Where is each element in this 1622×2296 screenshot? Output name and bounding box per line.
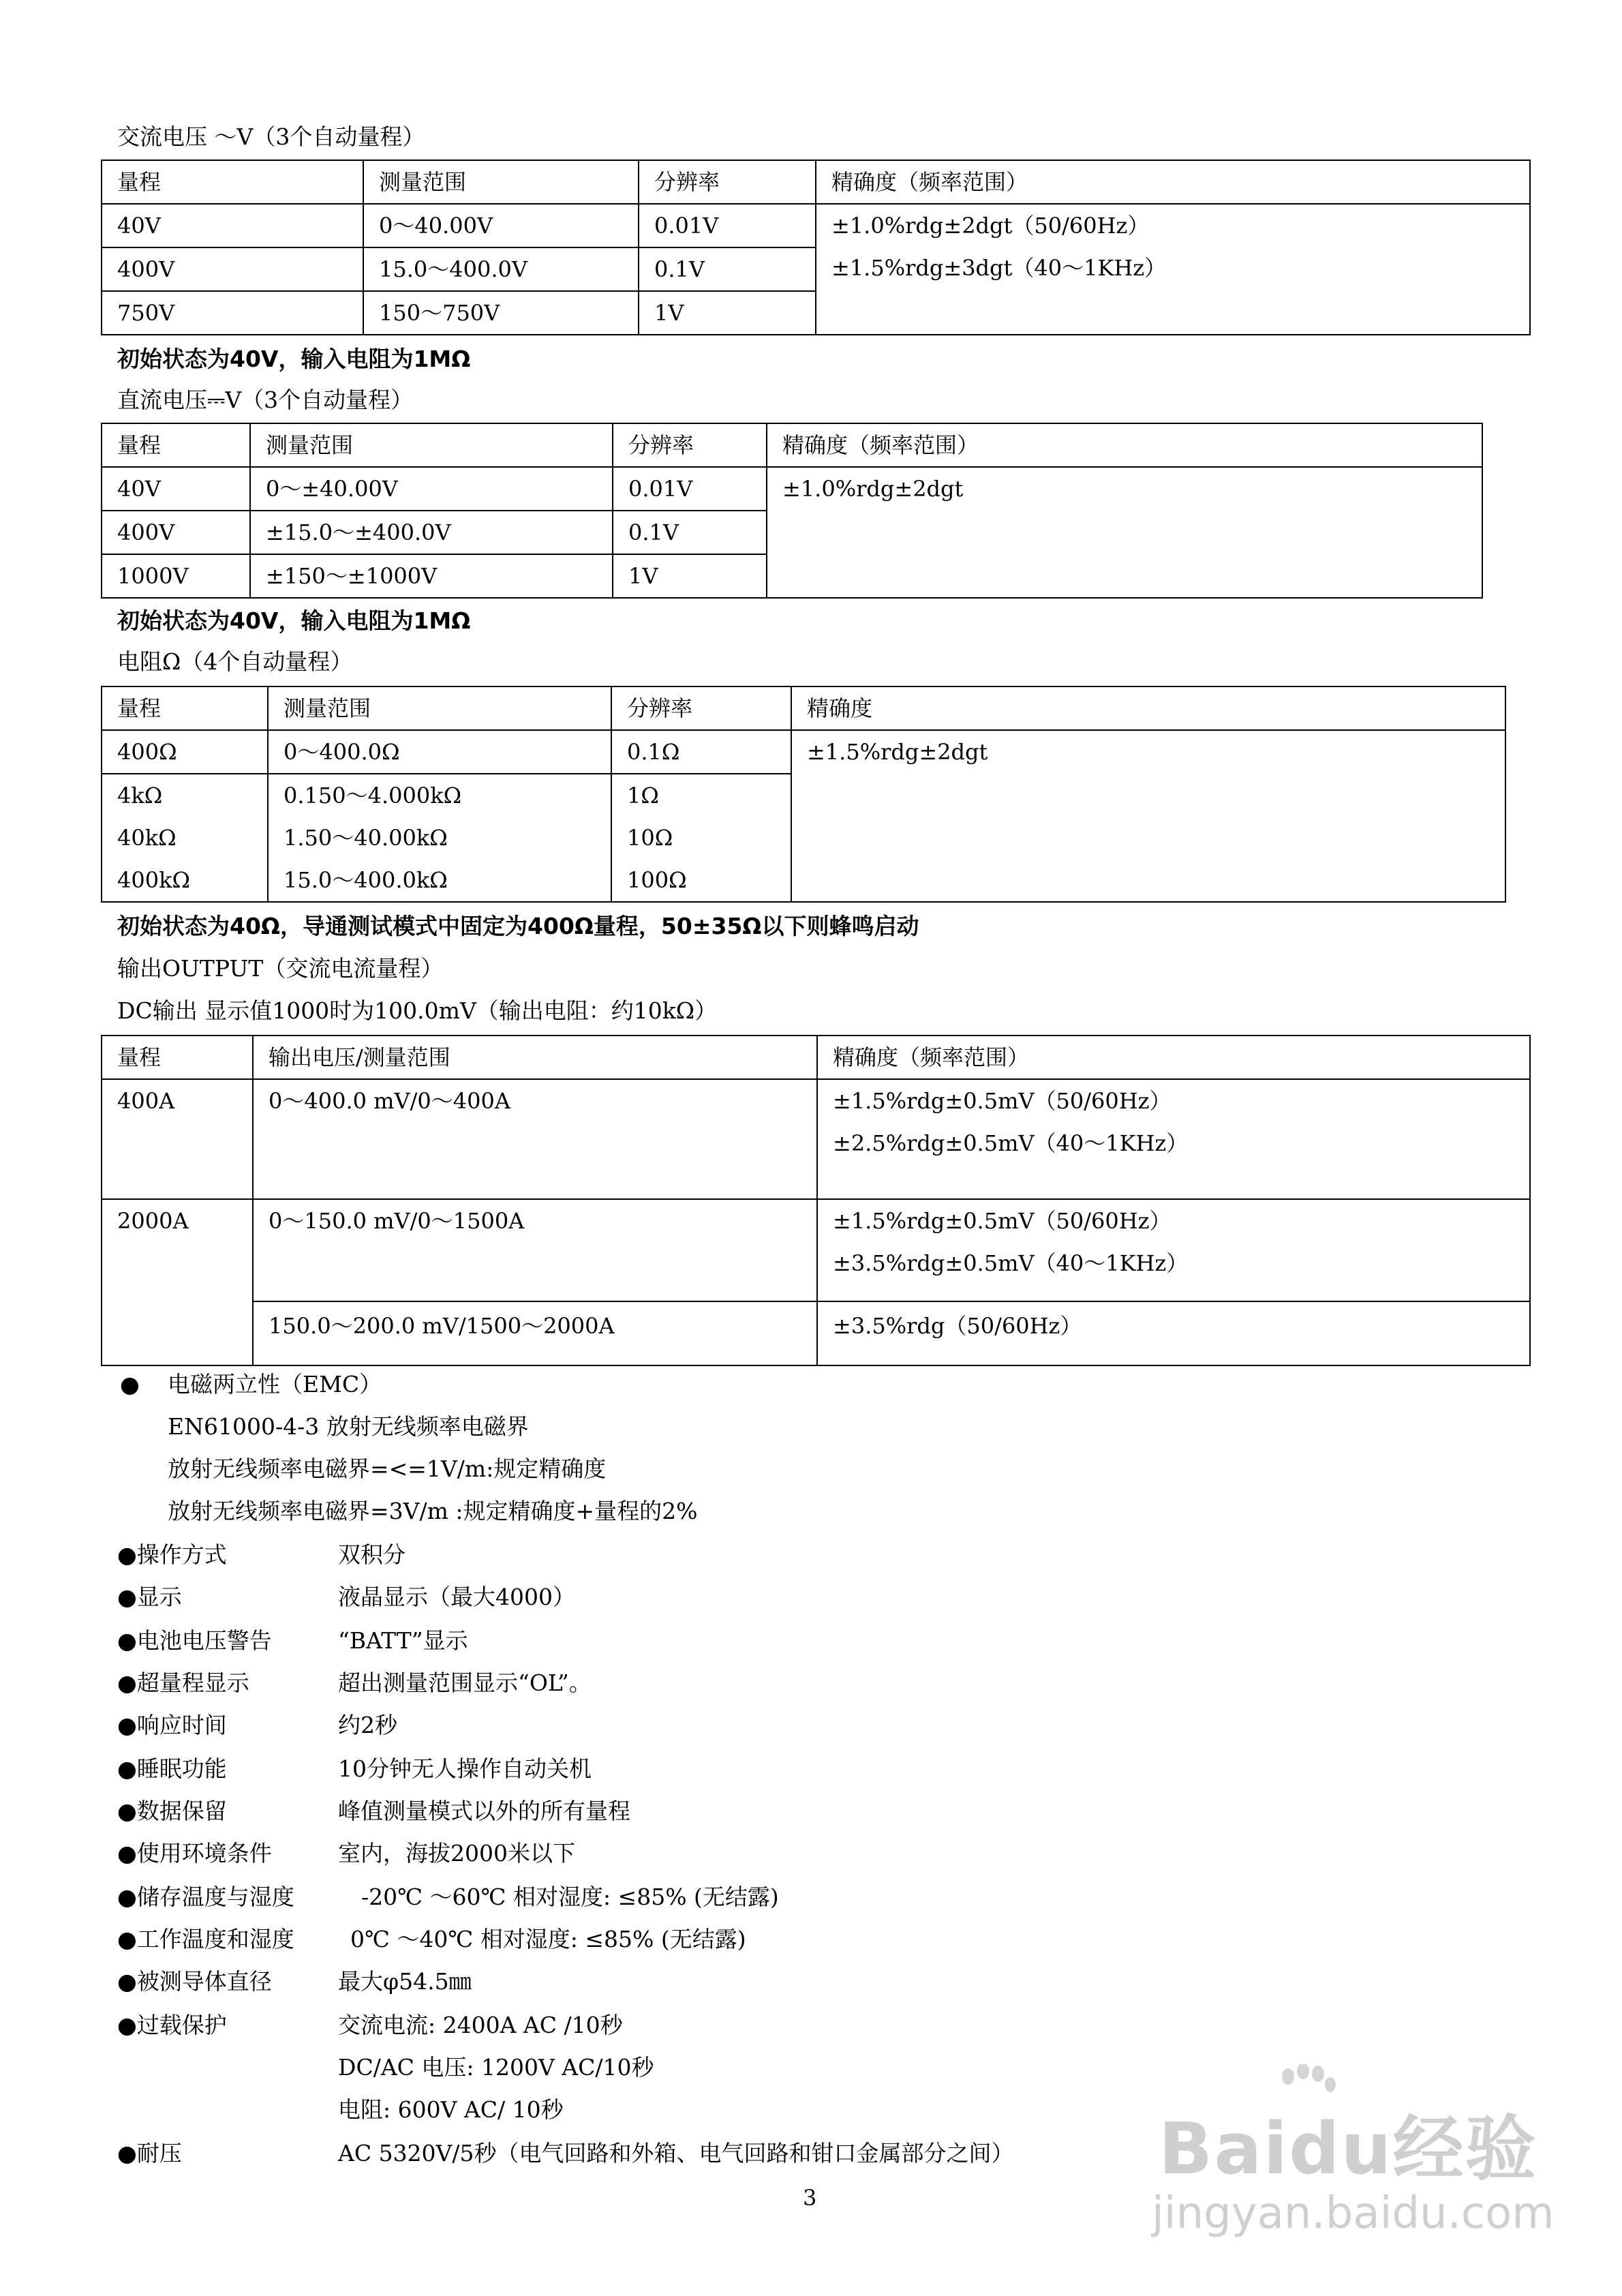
table-header-row [102,160,1530,204]
spec-label: ●被测导体直径 [117,1968,272,1995]
resolution-cell: 1V [639,291,816,335]
overload-line: 电阻: 600V AC/ 10秒 [338,2096,564,2123]
measure-cell: 0～40.00V [363,204,639,247]
header-cell: 量程 [102,1036,253,1079]
resolution-cell: 0.01V [613,467,767,511]
range-cell: 400A [102,1079,253,1199]
range-cell: 1000V [102,554,250,598]
header-cell: 量程 [102,160,363,204]
accuracy-line: ±1.5%rdg±0.5mV（50/60Hz） [833,1088,1172,1114]
resolution-cell: 0.01V [639,204,816,247]
header-cell: 分辨率 [611,686,791,730]
range-line: 4kΩ [117,783,163,809]
spec-value: 双积分 [338,1541,406,1568]
header-cell: 分辨率 [613,423,767,467]
page-number: 3 [803,2185,817,2211]
table-row [102,1079,1530,1199]
measure-cell: ±150～±1000V [250,554,613,598]
header-cell: 量程 [102,423,250,467]
table-row [102,204,1530,247]
withstand-value: AC 5320V/5秒（电气回路和外箱、电气回路和钳口金属部分之间） [338,2140,1014,2166]
table-header-row [102,1036,1530,1079]
spec-value: “BATT”显示 [338,1627,468,1654]
range-cell: 2000A [102,1199,253,1365]
accuracy-cell: ±1.5%rdg±2dgt [791,730,1505,902]
spec-label: ●操作方式 [117,1541,227,1568]
emc-heading [120,1372,382,1398]
ac-voltage-table [101,160,1531,335]
resolution-cell: 1V [613,554,767,598]
measure-cell: 0～±40.00V [250,467,613,511]
table-row [102,467,1482,511]
accuracy-cell: ±1.0%rdg±2dgt [767,467,1482,598]
spec-value: 约2秒 [338,1712,397,1738]
spec-label: ●超量程显示 [117,1670,249,1696]
measure-cell: 150.0～200.0 mV/1500～2000A [253,1301,817,1365]
resolution-cell: 0.1V [613,511,767,554]
spec-label: ●睡眠功能 [117,1755,227,1782]
range-cell: 400V [102,247,363,291]
header-cell: 量程 [102,686,268,730]
measure-cell: 150～750V [363,291,639,335]
measure-line: 0.150～4.000kΩ [284,783,462,809]
accuracy-line: ±1.5%rdg±3dgt（40～1KHz） [831,255,1167,281]
resistance-note: 初始状态为40Ω，导通测试模式中固定为400Ω量程，50±35Ω以下则蜂鸣启动 [117,913,919,939]
ac-voltage-note: 初始状态为40V，输入电阻为1MΩ [117,346,471,372]
emc-title: 电磁两立性（EMC） [168,1371,382,1398]
measure-cell [268,774,611,902]
spec-value: 室内，海拔2000米以下 [338,1840,575,1867]
range-cell: 400Ω [102,730,268,774]
paw-icon [1274,2064,1343,2105]
range-cell: 400V [102,511,250,554]
measure-line: 1.50～40.00kΩ [284,825,448,851]
accuracy-line: ±1.5%rdg±0.5mV（50/60Hz） [833,1208,1172,1234]
header-cell: 分辨率 [639,160,816,204]
table-header-row [102,423,1482,467]
resolution-cell: 0.1Ω [611,730,791,774]
resolution-line: 1Ω [627,783,659,809]
table-row [102,1199,1530,1301]
range-cell: 40V [102,204,363,247]
measure-cell: 15.0～400.0V [363,247,639,291]
measure-line: 15.0～400.0kΩ [284,867,448,893]
output-subtitle: DC输出 显示值1000时为100.0mV（输出电阻：约10kΩ） [117,997,718,1024]
table-row [102,730,1505,774]
accuracy-line: ±2.5%rdg±0.5mV（40～1KHz） [833,1130,1189,1156]
accuracy-cell [817,1079,1530,1199]
spec-value: 峰值测量模式以外的所有量程 [338,1798,630,1824]
overload-line: DC/AC 电压: 1200V AC/10秒 [338,2054,654,2081]
measure-cell: 0～400.0 mV/0～400A [253,1079,817,1199]
overload-line: 交流电流: 2400A AC /10秒 [338,2012,623,2038]
resistance-title: 电阻Ω（4个自动量程） [117,648,353,675]
header-cell: 测量范围 [250,423,613,467]
range-cell [102,774,268,902]
measure-cell: ±15.0～±400.0V [250,511,613,554]
header-cell: 精确度 [791,686,1505,730]
spec-label: ●电池电压警告 [117,1627,272,1654]
emc-line: 放射无线频率电磁界=3V/m :规定精确度+量程的2% [168,1498,698,1524]
spec-label: ●显示 [117,1584,182,1610]
spec-value: -20℃ ～60℃ 相对湿度: ≤85% (无结露) [361,1884,779,1910]
spec-label: ●响应时间 [117,1712,227,1738]
header-cell: 精确度（频率范围） [816,160,1530,204]
resolution-cell: 0.1V [639,247,816,291]
spec-value: 超出测量范围显示“OL”。 [338,1670,592,1696]
spec-value: 0℃ ～40℃ 相对湿度: ≤85% (无结露) [350,1926,746,1952]
emc-line: EN61000-4-3 放射无线频率电磁界 [168,1413,529,1440]
spec-label: ●数据保留 [117,1798,227,1824]
spec-value: 最大φ54.5㎜ [338,1968,472,1995]
accuracy-cell [816,204,1530,335]
output-title: 输出OUTPUT（交流电流量程） [117,955,444,982]
ac-voltage-title: 交流电压 ～V（3个自动量程） [117,123,425,150]
baidu-watermark-url: jingyan.baidu.com [1152,2188,1555,2239]
range-line: 40kΩ [117,825,177,851]
table-header-row [102,686,1505,730]
accuracy-cell [817,1199,1530,1301]
dc-voltage-note: 初始状态为40V，输入电阻为1MΩ [117,607,471,634]
header-cell: 测量范围 [363,160,639,204]
range-cell: 750V [102,291,363,335]
bullet-icon: ● [120,1371,140,1398]
resolution-line: 10Ω [627,825,673,851]
withstand-label: ●耐压 [117,2140,182,2166]
overload-label: ●过载保护 [117,2012,227,2038]
spec-label: ●储存温度与湿度 [117,1884,294,1910]
spec-value: 10分钟无人操作自动关机 [338,1755,592,1782]
resolution-cell [611,774,791,902]
table-row [102,1301,1530,1365]
dc-voltage-title: 直流电压⎓V（3个自动量程） [117,387,414,413]
spec-value: 液晶显示（最大4000） [338,1584,575,1610]
output-table [101,1035,1531,1366]
header-cell: 精确度（频率范围） [817,1036,1530,1079]
header-cell: 输出电压/测量范围 [253,1036,817,1079]
header-cell: 精确度（频率范围） [767,423,1482,467]
measure-cell: 0～400.0Ω [268,730,611,774]
accuracy-cell: ±3.5%rdg（50/60Hz） [817,1301,1530,1365]
accuracy-line: ±3.5%rdg±0.5mV（40～1KHz） [833,1250,1189,1276]
range-cell: 40V [102,467,250,511]
spec-label: ●工作温度和湿度 [117,1926,294,1952]
header-cell: 测量范围 [268,686,611,730]
accuracy-line: ±1.0%rdg±2dgt（50/60Hz） [831,213,1150,239]
baidu-watermark-logo: Baidu经验 [1159,2107,1537,2190]
range-line: 400kΩ [117,867,190,893]
measure-cell: 0～150.0 mV/0～1500A [253,1199,817,1301]
resolution-line: 100Ω [627,867,687,893]
resistance-table [101,686,1506,903]
dc-voltage-table [101,423,1483,599]
emc-line: 放射无线频率电磁界=<=1V/m:规定精确度 [168,1455,607,1482]
spec-label: ●使用环境条件 [117,1840,272,1867]
